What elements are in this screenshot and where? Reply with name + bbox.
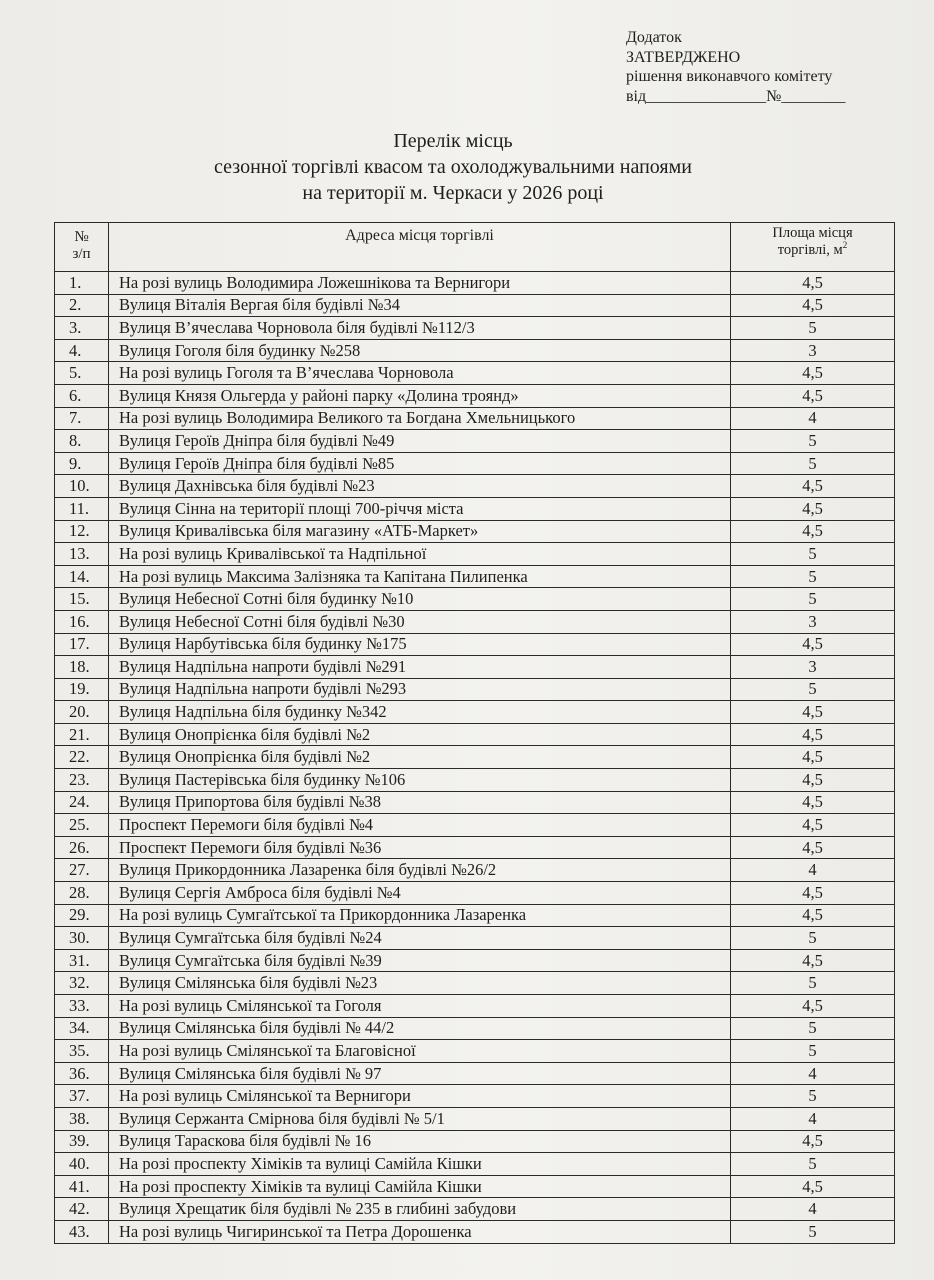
table-row bbox=[55, 1220, 895, 1243]
row-area: 5 bbox=[731, 1153, 895, 1176]
table-row bbox=[55, 791, 895, 814]
row-area: 4 bbox=[731, 1198, 895, 1221]
row-number: 42. bbox=[55, 1198, 109, 1221]
table-row bbox=[55, 317, 895, 340]
row-number: 9. bbox=[55, 452, 109, 475]
table-row bbox=[55, 520, 895, 543]
header-number bbox=[55, 223, 109, 272]
table-row bbox=[55, 430, 895, 453]
row-address: Вулиця Героїв Дніпра біля будівлі №85 bbox=[109, 452, 731, 475]
header-number-symbol: № bbox=[74, 229, 89, 245]
row-address: Вулиця Сінна на території площі 700-річчя міста bbox=[109, 497, 731, 520]
table-row bbox=[55, 543, 895, 566]
row-address: На розі вулиць Гоголя та В’ячеслава Чорновола bbox=[109, 362, 731, 385]
row-area: 4,5 bbox=[731, 949, 895, 972]
row-area: 4 bbox=[731, 1062, 895, 1085]
title-line-2: сезонної торгівлі квасом та охолоджувальними напоями bbox=[214, 156, 692, 178]
table-row bbox=[55, 633, 895, 656]
row-address: Вулиця Прикордонника Лазаренка біля будівлі №26/2 bbox=[109, 859, 731, 882]
table-row bbox=[55, 904, 895, 927]
row-address: Вулиця Онопрієнка біля будівлі №2 bbox=[109, 723, 731, 746]
row-area: 5 bbox=[731, 927, 895, 950]
row-number: 18. bbox=[55, 656, 109, 679]
row-number: 43. bbox=[55, 1220, 109, 1243]
row-address: На розі вулиць Смілянської та Благовісної bbox=[109, 1040, 731, 1063]
row-number: 38. bbox=[55, 1107, 109, 1130]
row-area: 4 bbox=[731, 407, 895, 430]
table-row bbox=[55, 746, 895, 769]
table-row bbox=[55, 995, 895, 1018]
row-number: 40. bbox=[55, 1153, 109, 1176]
header-address: Адреса місця торгівлі bbox=[109, 223, 731, 272]
table-row bbox=[55, 882, 895, 905]
row-number: 31. bbox=[55, 949, 109, 972]
row-area: 4,5 bbox=[731, 746, 895, 769]
row-number: 26. bbox=[55, 836, 109, 859]
row-area: 4,5 bbox=[731, 769, 895, 792]
table-row bbox=[55, 1040, 895, 1063]
row-area: 4,5 bbox=[731, 384, 895, 407]
row-number: 30. bbox=[55, 927, 109, 950]
table-row bbox=[55, 814, 895, 837]
row-number: 11. bbox=[55, 497, 109, 520]
row-address: Вулиця Сумгаїтська біля будівлі №24 bbox=[109, 927, 731, 950]
row-number: 10. bbox=[55, 475, 109, 498]
row-area: 5 bbox=[731, 317, 895, 340]
row-number: 16. bbox=[55, 610, 109, 633]
row-number: 13. bbox=[55, 543, 109, 566]
table-body bbox=[55, 272, 895, 1244]
table-row bbox=[55, 362, 895, 385]
row-area: 3 bbox=[731, 656, 895, 679]
title-line-1: Перелік місць bbox=[393, 130, 513, 152]
row-address: Вулиця Надпільна напроти будівлі №293 bbox=[109, 678, 731, 701]
header-area bbox=[731, 223, 895, 272]
header-area-line2 bbox=[731, 242, 894, 259]
row-address: Вулиця Хрещатик біля будівлі № 235 в глибині забудови bbox=[109, 1198, 731, 1221]
row-address: Вулиця Князя Ольгерда у районі парку «Долина троянд» bbox=[109, 384, 731, 407]
row-area: 4,5 bbox=[731, 497, 895, 520]
row-number: 23. bbox=[55, 769, 109, 792]
row-number: 12. bbox=[55, 520, 109, 543]
row-address: Вулиця Смілянська біля будівлі № 97 bbox=[109, 1062, 731, 1085]
row-address: На розі вулиць Чигиринської та Петра Дорошенка bbox=[109, 1220, 731, 1243]
row-address: Вулиця Віталія Вергая біля будівлі №34 bbox=[109, 294, 731, 317]
row-number: 25. bbox=[55, 814, 109, 837]
table-row bbox=[55, 972, 895, 995]
row-area: 5 bbox=[731, 1220, 895, 1243]
row-area: 4,5 bbox=[731, 520, 895, 543]
row-address: На розі вулиць Кривалівської та Надпільної bbox=[109, 543, 731, 566]
locations-table bbox=[54, 222, 895, 1244]
row-area: 4 bbox=[731, 859, 895, 882]
row-area: 4,5 bbox=[731, 904, 895, 927]
row-number: 39. bbox=[55, 1130, 109, 1153]
row-area: 3 bbox=[731, 339, 895, 362]
row-number: 22. bbox=[55, 746, 109, 769]
row-area: 5 bbox=[731, 1085, 895, 1108]
row-area: 4,5 bbox=[731, 1175, 895, 1198]
row-area: 4,5 bbox=[731, 294, 895, 317]
decision-label: рішення виконавчого комітету bbox=[626, 68, 833, 85]
table-row bbox=[55, 1085, 895, 1108]
table-row bbox=[55, 1107, 895, 1130]
row-address: На розі вулиць Володимира Ложешнікова та Вернигори bbox=[109, 272, 731, 295]
table-row bbox=[55, 927, 895, 950]
row-area: 4,5 bbox=[731, 995, 895, 1018]
row-area: 4,5 bbox=[731, 836, 895, 859]
row-number: 21. bbox=[55, 723, 109, 746]
table-row bbox=[55, 610, 895, 633]
row-number: 36. bbox=[55, 1062, 109, 1085]
table-row bbox=[55, 949, 895, 972]
header-number-abbr: з/п bbox=[72, 246, 91, 262]
table-row bbox=[55, 339, 895, 362]
row-address: Вулиця Небесної Сотні біля будівлі №30 bbox=[109, 610, 731, 633]
row-address: Вулиця Смілянська біля будівлі № 44/2 bbox=[109, 1017, 731, 1040]
row-area: 4,5 bbox=[731, 475, 895, 498]
row-address: На розі вулиць Смілянської та Вернигори bbox=[109, 1085, 731, 1108]
row-area: 4,5 bbox=[731, 272, 895, 295]
row-area: 5 bbox=[731, 565, 895, 588]
row-number: 27. bbox=[55, 859, 109, 882]
table-row bbox=[55, 836, 895, 859]
row-area: 5 bbox=[731, 430, 895, 453]
row-address: Вулиця Смілянська біля будівлі №23 bbox=[109, 972, 731, 995]
row-area: 5 bbox=[731, 678, 895, 701]
table-row bbox=[55, 452, 895, 475]
row-address: На розі вулиць Володимира Великого та Богдана Хмельницького bbox=[109, 407, 731, 430]
table-row bbox=[55, 678, 895, 701]
row-address: Проспект Перемоги біля будівлі №4 bbox=[109, 814, 731, 837]
row-area: 3 bbox=[731, 610, 895, 633]
row-address: Вулиця Небесної Сотні біля будинку №10 bbox=[109, 588, 731, 611]
row-address: Проспект Перемоги біля будівлі №36 bbox=[109, 836, 731, 859]
row-area: 4,5 bbox=[731, 701, 895, 724]
row-number: 1. bbox=[55, 272, 109, 295]
approved-label: ЗАТВЕРДЖЕНО bbox=[626, 48, 741, 66]
row-area: 5 bbox=[731, 543, 895, 566]
row-number: 17. bbox=[55, 633, 109, 656]
row-address: Вулиця Сержанта Смірнова біля будівлі № 5/1 bbox=[109, 1107, 731, 1130]
row-number: 29. bbox=[55, 904, 109, 927]
row-number: 7. bbox=[55, 407, 109, 430]
table-row bbox=[55, 294, 895, 317]
table-row bbox=[55, 1062, 895, 1085]
row-area: 4,5 bbox=[731, 814, 895, 837]
row-address: Вулиця Сергія Амброса біля будівлі №4 bbox=[109, 882, 731, 905]
table-row bbox=[55, 565, 895, 588]
approval-stamp bbox=[626, 28, 926, 106]
table-row bbox=[55, 859, 895, 882]
row-area: 4,5 bbox=[731, 791, 895, 814]
row-number: 4. bbox=[55, 339, 109, 362]
table-row bbox=[55, 769, 895, 792]
table-row bbox=[55, 1198, 895, 1221]
row-address: Вулиця Тараскова біля будівлі № 16 bbox=[109, 1130, 731, 1153]
row-area: 4 bbox=[731, 1107, 895, 1130]
row-address: Вулиця Сумгаїтська біля будівлі №39 bbox=[109, 949, 731, 972]
row-address: Вулиця Нарбутівська біля будинку №175 bbox=[109, 633, 731, 656]
table-row bbox=[55, 656, 895, 679]
document-title bbox=[0, 128, 934, 206]
row-number: 24. bbox=[55, 791, 109, 814]
row-address: Вулиця Припортова біля будівлі №38 bbox=[109, 791, 731, 814]
table-row bbox=[55, 723, 895, 746]
row-area: 4,5 bbox=[731, 633, 895, 656]
row-address: Вулиця Героїв Дніпра біля будівлі №49 bbox=[109, 430, 731, 453]
row-number: 8. bbox=[55, 430, 109, 453]
row-area: 4,5 bbox=[731, 362, 895, 385]
appendix-label: Додаток bbox=[626, 29, 682, 46]
row-address: На розі вулиць Сумгаїтської та Прикордонника Лазаренка bbox=[109, 904, 731, 927]
row-address: На розі вулиць Максима Залізняка та Капітана Пилипенка bbox=[109, 565, 731, 588]
header-area-unit: торгівлі, м bbox=[777, 242, 843, 258]
row-address: На розі проспекту Хіміків та вулиці Самійла Кішки bbox=[109, 1153, 731, 1176]
row-number: 19. bbox=[55, 678, 109, 701]
row-number: 35. bbox=[55, 1040, 109, 1063]
row-address: На розі проспекту Хіміків та вулиці Самійла Кішки bbox=[109, 1175, 731, 1198]
row-number: 37. bbox=[55, 1085, 109, 1108]
row-number: 6. bbox=[55, 384, 109, 407]
table-row bbox=[55, 1017, 895, 1040]
table-row bbox=[55, 701, 895, 724]
row-address: Вулиця Онопрієнка біля будівлі №2 bbox=[109, 746, 731, 769]
row-address: Вулиця Надпільна напроти будівлі №291 bbox=[109, 656, 731, 679]
row-number: 34. bbox=[55, 1017, 109, 1040]
row-address: Вулиця Гоголя біля будинку №258 bbox=[109, 339, 731, 362]
row-number: 32. bbox=[55, 972, 109, 995]
row-number: 28. bbox=[55, 882, 109, 905]
row-area: 5 bbox=[731, 1017, 895, 1040]
table-header-row bbox=[55, 223, 895, 272]
title-line-3: на території м. Черкаси у 2026 році bbox=[302, 182, 604, 204]
table-row bbox=[55, 272, 895, 295]
row-area: 4,5 bbox=[731, 882, 895, 905]
table-row bbox=[55, 1153, 895, 1176]
row-area: 4,5 bbox=[731, 1130, 895, 1153]
row-number: 2. bbox=[55, 294, 109, 317]
row-address: Вулиця Пастерівська біля будинку №106 bbox=[109, 769, 731, 792]
table-row bbox=[55, 475, 895, 498]
row-number: 41. bbox=[55, 1175, 109, 1198]
table-row bbox=[55, 588, 895, 611]
row-area: 5 bbox=[731, 452, 895, 475]
row-area: 5 bbox=[731, 972, 895, 995]
row-address: Вулиця Надпільна біля будинку №342 bbox=[109, 701, 731, 724]
table-row bbox=[55, 497, 895, 520]
date-number-line: від_______________№________ bbox=[626, 87, 846, 105]
row-area: 4,5 bbox=[731, 723, 895, 746]
row-number: 14. bbox=[55, 565, 109, 588]
table-row bbox=[55, 384, 895, 407]
row-address: Вулиця В’ячеслава Чорновола біля будівлі №112/3 bbox=[109, 317, 731, 340]
header-area-sup: 2 bbox=[842, 240, 848, 251]
table-row bbox=[55, 1175, 895, 1198]
row-area: 5 bbox=[731, 588, 895, 611]
row-number: 3. bbox=[55, 317, 109, 340]
row-address: На розі вулиць Смілянської та Гоголя bbox=[109, 995, 731, 1018]
row-number: 15. bbox=[55, 588, 109, 611]
row-area: 5 bbox=[731, 1040, 895, 1063]
header-area-line1: Площа місця bbox=[772, 225, 853, 241]
table-row bbox=[55, 1130, 895, 1153]
row-number: 5. bbox=[55, 362, 109, 385]
table-row bbox=[55, 407, 895, 430]
row-number: 20. bbox=[55, 701, 109, 724]
row-number: 33. bbox=[55, 995, 109, 1018]
row-address: Вулиця Дахнівська біля будівлі №23 bbox=[109, 475, 731, 498]
row-address: Вулиця Кривалівська біля магазину «АТБ-Маркет» bbox=[109, 520, 731, 543]
